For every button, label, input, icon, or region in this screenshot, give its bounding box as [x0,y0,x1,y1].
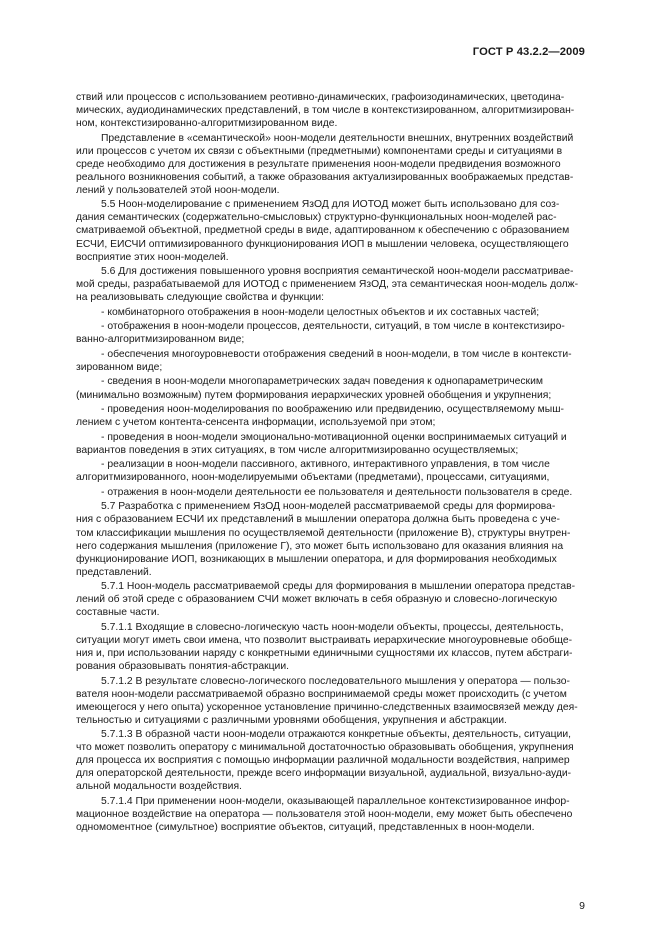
paragraph: - проведения в ноон-модели эмоционально-мотивационной оценки воспринимаемых ситуаций и вариантов поведения в этих ситуациях, в том числе алгоритмизированно осуществляемых; [76,431,567,456]
paragraph: - комбинаторного отображения в ноон-модели целостных объектов и их составных частей; [101,306,540,318]
paragraph: 5.7.1 Ноон-модель рассматриваемой среды для формирования в мышлении оператора представ- лений об этой среде с образованием СЧИ может включать в себя образную и словесно-логическую составные части. [76,581,576,619]
paragraph: Представление в «семантической» ноон-модели деятельности внешних, внутренних воздействий или процессов с учетом их связи с объектными (предметными) компонентами среды и ситуациями в среде необходимо для достижения в результате применения ноон-модели предвидения возможного реального возникновения событий, а также образования актуализированных воображаемых представ- лений у пользователей этой ноон-модели. [76,132,574,196]
standard-code-header: ГОСТ Р 43.2.2—2009 [472,46,585,58]
paragraph: 5.7.1.3 В образной части ноон-модели отражаются конкретные объекты, деятельность, ситуации, что может позволить оператору с минимальной достаточностью образовывать обобщения, укрупнения для процесса их восприятия с помощью информации различной модальности воздействия, например для операторской деятельности, прежде всего информации визуальной, аудиальной, визуально-ауди- альной модальности воздействия. [76,729,574,793]
paragraph: 5.7 Разработка с применением ЯзОД ноон-моделей рассматриваемой среды для формирова- ния с образованием ЕСЧИ их представлений в мышлении оператора должна быть проведена с уче- том классификации мышления по осуществляемой деятельности (приложение В), структуры внутрен- него содержания мышления (приложение Г), это может быть использовано для оказания влияния на функционирование ИОП, возникающих в мышлении оператора, и для формирования необходимых представлений. [76,501,571,578]
paragraph: 5.7.1.4 При применении ноон-модели, оказывающей параллельное контекстизированное инфор- мационное воздействие на оператора — пользователя этой ноон-модели, ему может быть обеспечено одномоментное (симультное) восприятие объектов, ситуаций, представленных в ноон-модели. [76,795,573,834]
paragraph: - отражения в ноон-модели деятельности ее пользователя и деятельности пользователя в среде. [101,486,573,498]
paragraph: 5.6 Для достижения повышенного уровня восприятия семантической ноон-модели рассматривае- мой среды, разрабатываемой для ИОТОД с применением ЯзОД, эта семантическая ноон-модель долж- на реализовывать следующие свойства и функции: [76,266,579,304]
paragraph: - реализации в ноон-модели пассивного, активного, интерактивного управления, в том числе алгоритмизированного, ноон-моделируемыми объектами (предметами), процессами, ситуациями, [76,459,550,484]
paragraph: 5.5 Ноон-моделирование с применением ЯзОД для ИОТОД может быть использовано для соз- дания семантических (содержательно-смысловых) структурно-функциональных ноон-моделей рас- сматриваемой объектной, предметной среды в виде, адаптированном к обеспечению с образованием ЕСЧИ, ЕИСЧИ оптимизированного функционирования ИОП в мышлении человека, осуществляющего восприятие этих ноон-моделей. [76,199,570,263]
body-text [76,91,583,834]
paragraph: ствий или процессов с использованием реотивно-динамических, графоизодинамических, цветодина- мических, аудиодинамических представлений, в том числе в контекстизированном, алгоритмизирован- ном, контекстизированно-алгоритмизированном виде. [76,92,575,130]
paragraph: - проведения ноон-моделирования по воображению или предвидению, осуществляемому мыш- лением с учетом контента-сенсента информации, используемой при этом; [76,404,564,429]
paragraph: 5.7.1.1 Входящие в словесно-логическую часть ноон-модели объекты, процессы, деятельность, ситуации могут иметь свои имена, что позволит выстраивать иерархические многоуровневые обобще- ния и, при использовании наряду с конкретными единичными сущностями их классов, путем абстраги- рования образовывать понятия-абстракции. [76,621,573,672]
paragraph: 5.7.1.2 В результате словесно-логического последовательного мышления у оператора — пользо- вателя ноон-модели рассматриваемой образно воспринимаемой среды может происходить (с учетом имеющегося у него опыта) ускоренное установление причинно-следственных взаимосвязей между дея- тельностью и ситуациями с различными уровнями обобщения, укрупнения и абстракции. [76,675,578,726]
page-number: 9 [579,900,585,912]
paragraph: - обеспечения многоуровневости отображения сведений в ноон-модели, в том числе в контексти- зированном виде; [76,348,572,373]
paragraph: - сведения в ноон-модели многопараметрических задач поведения к однопараметрическим (минимально возможным) путем формирования иерархических уровней обобщения и укрупнения; [76,376,552,401]
paragraph: - отображения в ноон-модели процессов, деятельности, ситуаций, в том числе в контекстизиро- ванно-алгоритмизированном виде; [76,321,565,346]
